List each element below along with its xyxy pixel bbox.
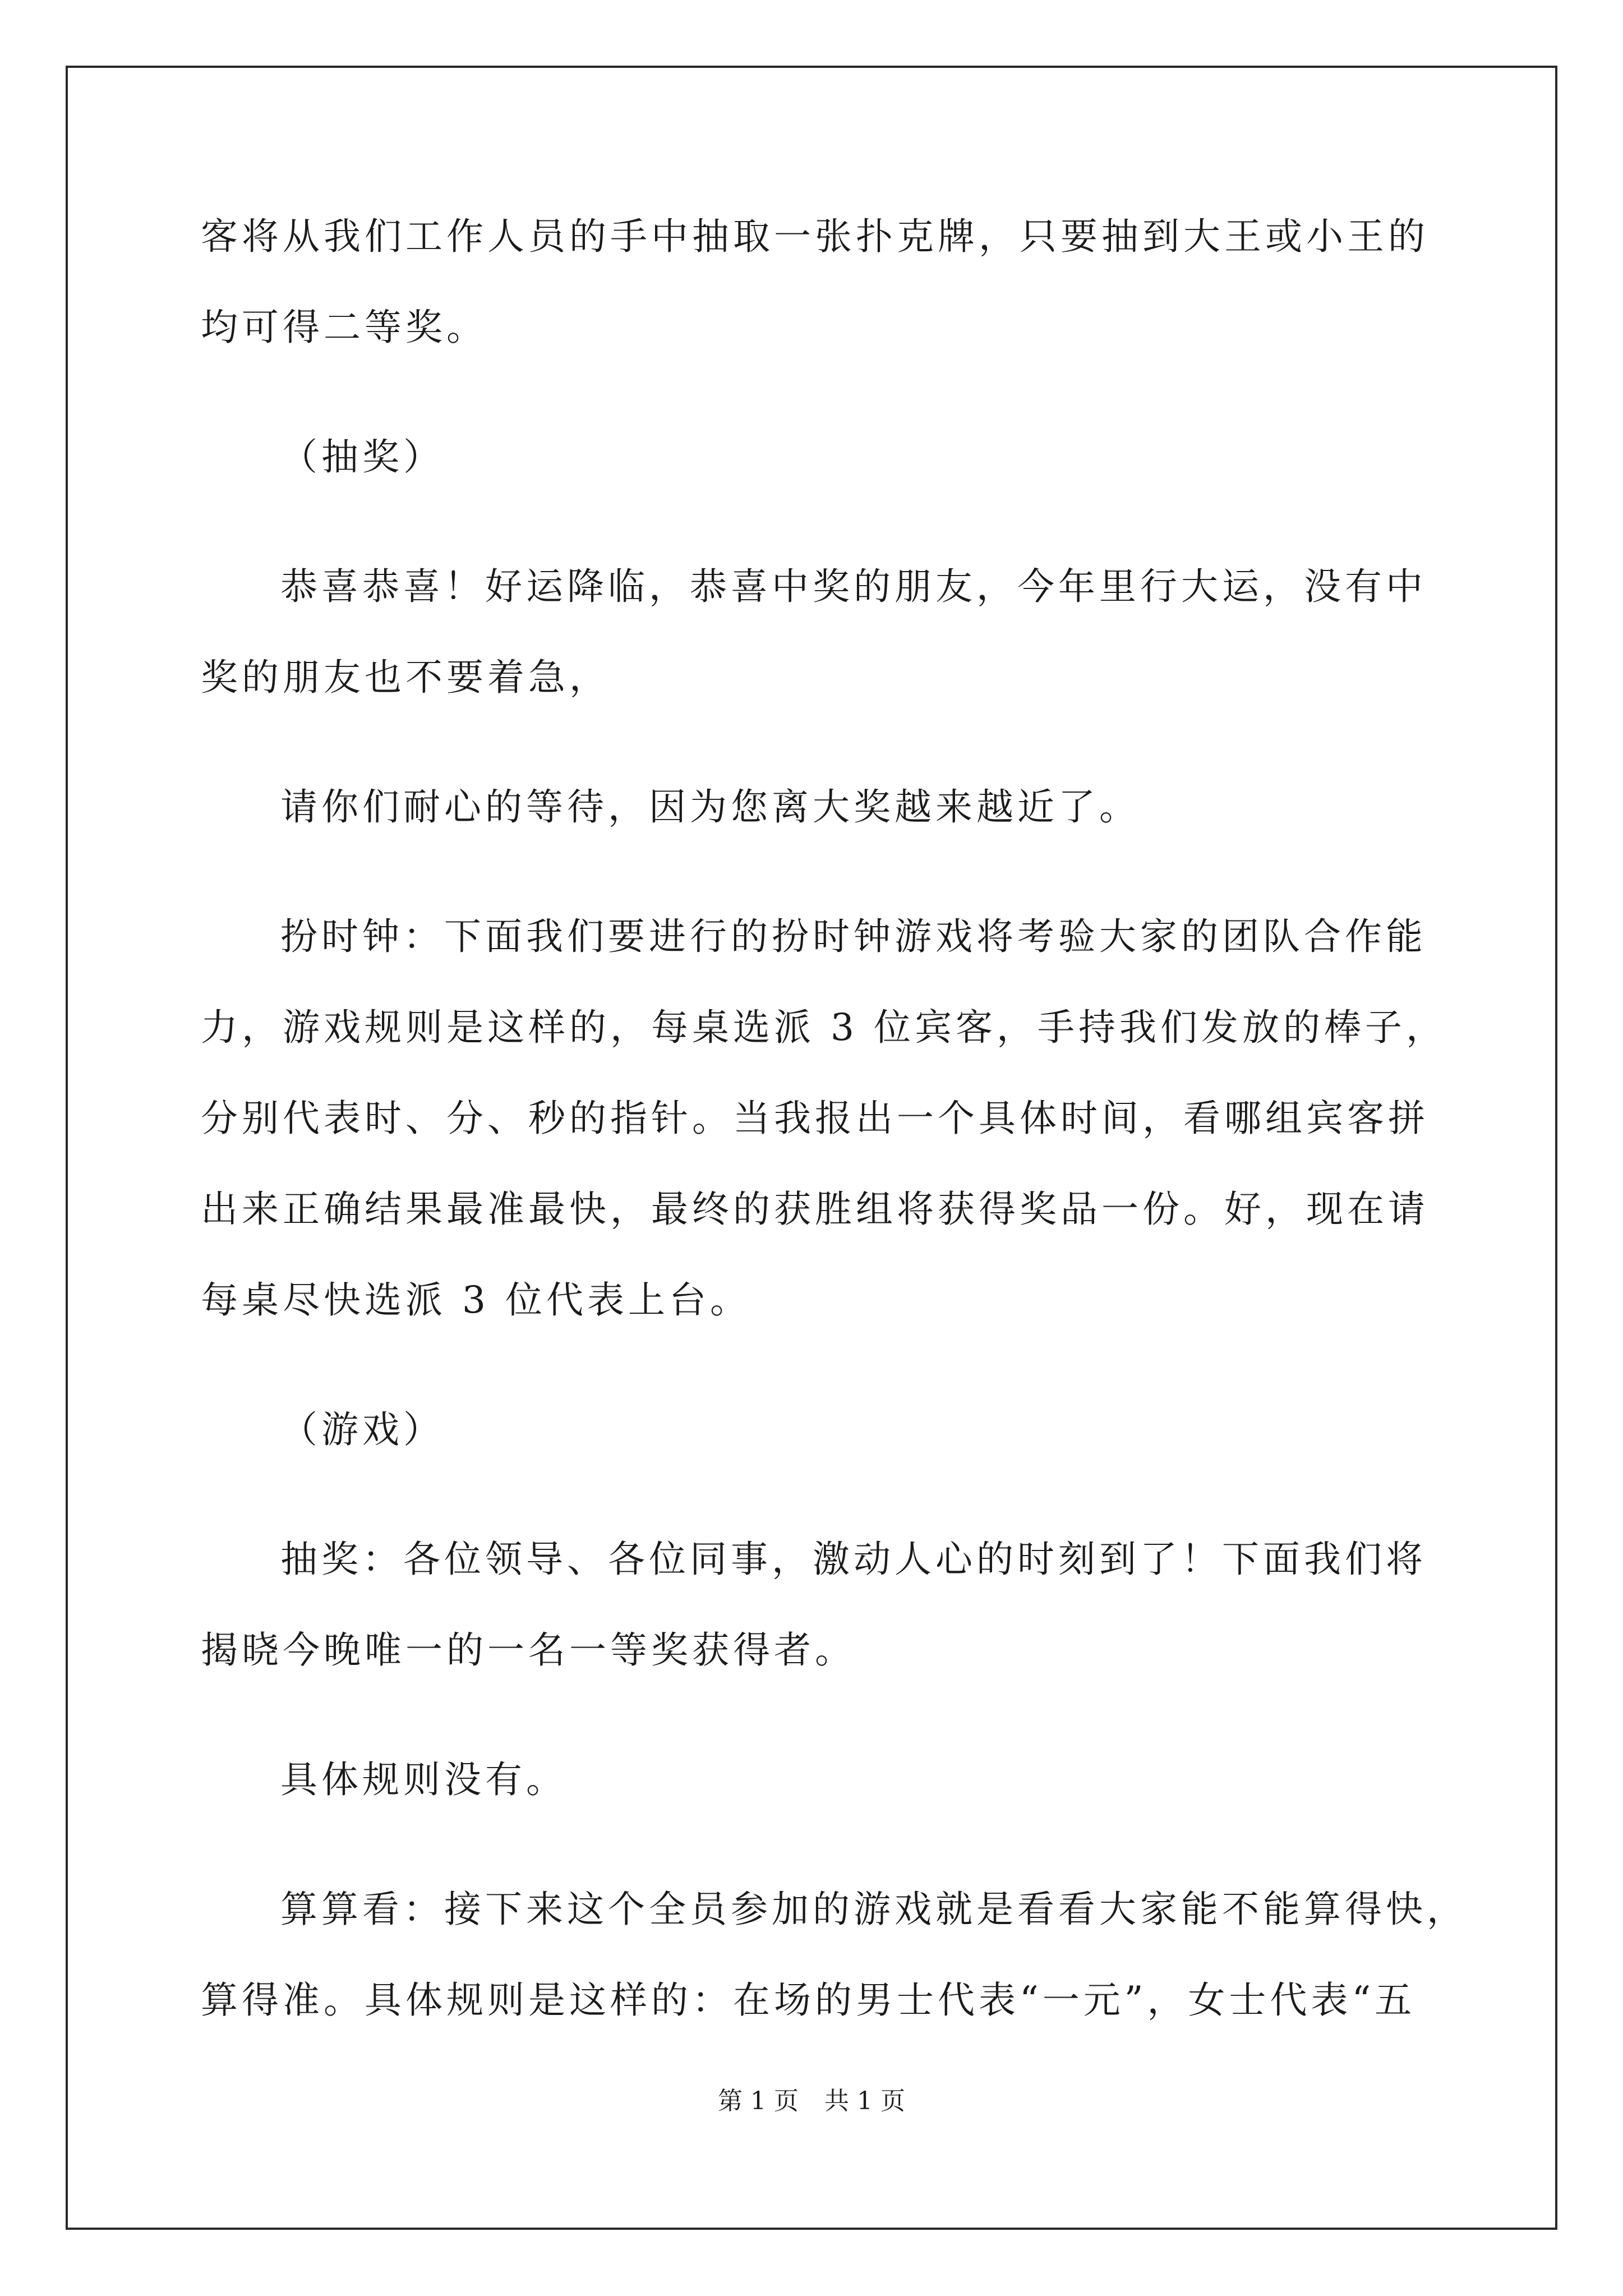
text-line: 力，游戏规则是这样的，每桌选派 3 位宾客，手持我们发放的棒子， (201, 1006, 1447, 1049)
text-line: 客将从我们工作人员的手中抽取一张扑克牌，只要抽到大王或小王的 (201, 215, 1429, 258)
text-line: （抽奖） (280, 435, 444, 478)
text-line: 奖的朋友也不要着急， (201, 656, 610, 699)
text-line: 算得准。具体规则是这样的：在场的男士代表“一元”，女士代表“五 (201, 1978, 1416, 2022)
text-line: 具体规则没有。 (280, 1758, 567, 1801)
text-line: （游戏） (280, 1408, 444, 1451)
text-line: 扮时钟：下面我们要进行的扮时钟游戏将考验大家的团队合作能 (280, 915, 1427, 958)
text-line: 出来正确结果最准最快，最终的获胜组将获得奖品一份。好，现在请 (201, 1188, 1429, 1231)
text-line: 均可得二等奖。 (201, 306, 487, 349)
text-line: 请你们耐心的等待，因为您离大奖越来越近了。 (280, 785, 1140, 829)
text-line: 算算看：接下来这个全员参加的游戏就是看看大家能不能算得快， (280, 1888, 1468, 1931)
text-line: 每桌尽快选派 3 位代表上台。 (201, 1278, 751, 1322)
text-line: 分别代表时、分、秒的指针。当我报出一个具体时间，看哪组宾客拼 (201, 1097, 1429, 1140)
text-line: 抽奖：各位领导、各位同事，激动人心的时刻到了！下面我们将 (280, 1538, 1427, 1581)
text-line: 揭晓今晚唯一的一名一等奖获得者。 (201, 1628, 856, 1672)
page-number: 第 1 页 (718, 2087, 799, 2115)
page-footer (0, 2085, 1623, 2118)
text-line: 恭喜恭喜！好运降临，恭喜中奖的朋友，今年里行大运，没有中 (280, 565, 1427, 608)
page-total: 共 1 页 (824, 2087, 905, 2115)
